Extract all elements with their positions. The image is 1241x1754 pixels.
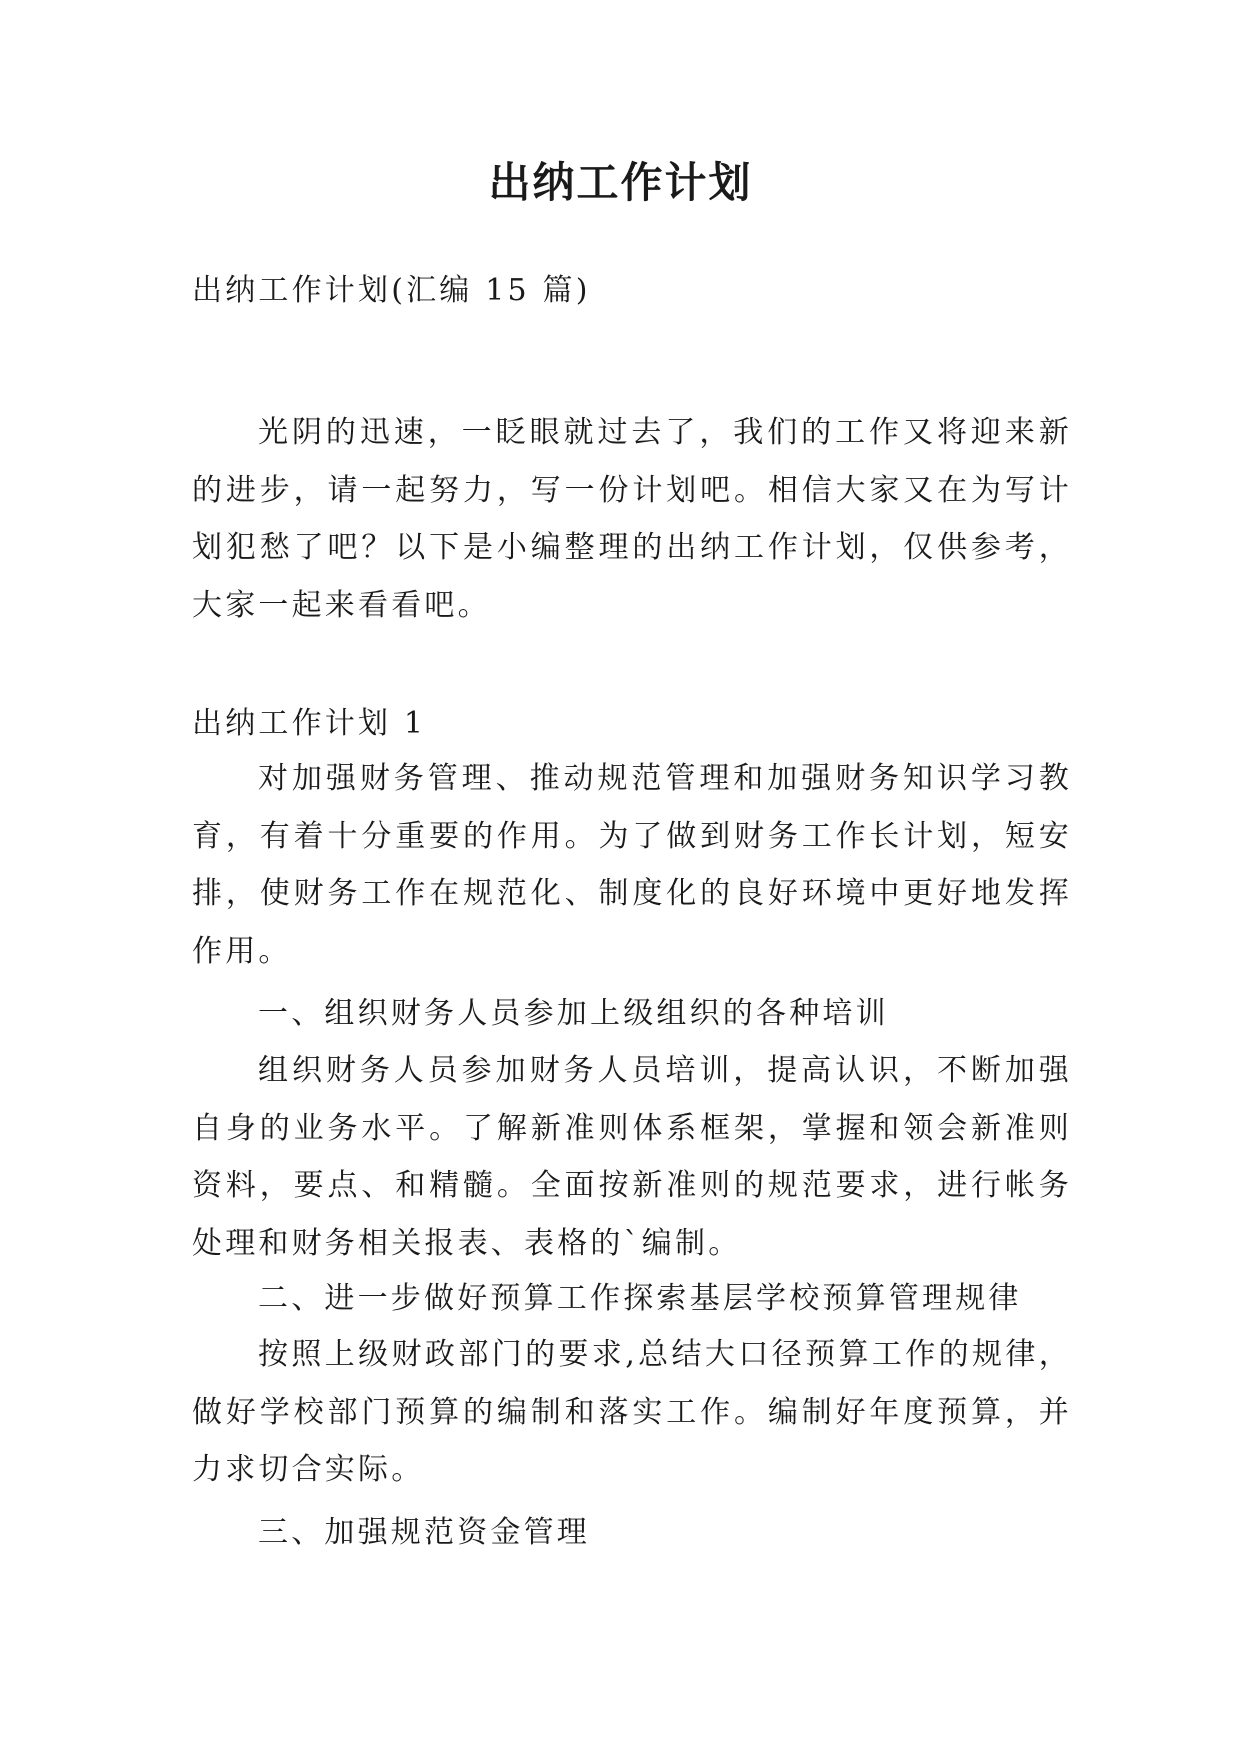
heading-3: 三、加强规范资金管理 [258, 1515, 590, 1550]
section-1-paragraph: 对加强财务管理、推动规范管理和加强财务知识学习教育，有着十分重要的作用。为了做到财务工作长计划，短安排，使财务工作在规范化、制度化的良好环境中更好地发挥作用。 [192, 761, 1072, 969]
intro-paragraph: 光阴的迅速，一眨眼就过去了，我们的工作又将迎来新的进步，请一起努力，写一份计划吧。相信大家又在为写计划犯愁了吧？以下是小编整理的出纳工作计划，仅供参考，大家一起来看看吧。 [192, 415, 1072, 623]
paragraph-3: 按照上级财政部门的要求,总结大口径预算工作的规律，做好学校部门预算的编制和落实工作。编制好年度预算，并力求切合实际。 [192, 1337, 1072, 1487]
paragraph-2: 组织财务人员参加财务人员培训，提高认识，不断加强自身的业务水平。了解新准则体系框架，掌握和领会新准则资料，要点、和精髓。全面按新准则的规范要求，进行帐务处理和财务相关报表、表格的`编制。 [192, 1053, 1072, 1261]
document-subtitle: 出纳工作计划(汇编 15 篇) [192, 273, 591, 308]
heading-2: 二、进一步做好预算工作探索基层学校预算管理规律 [258, 1281, 1022, 1316]
document-title: 出纳工作计划 [488, 158, 753, 207]
heading-1: 一、组织财务人员参加上级组织的各种培训 [258, 996, 889, 1031]
section-1-title: 出纳工作计划 1 [192, 706, 427, 741]
